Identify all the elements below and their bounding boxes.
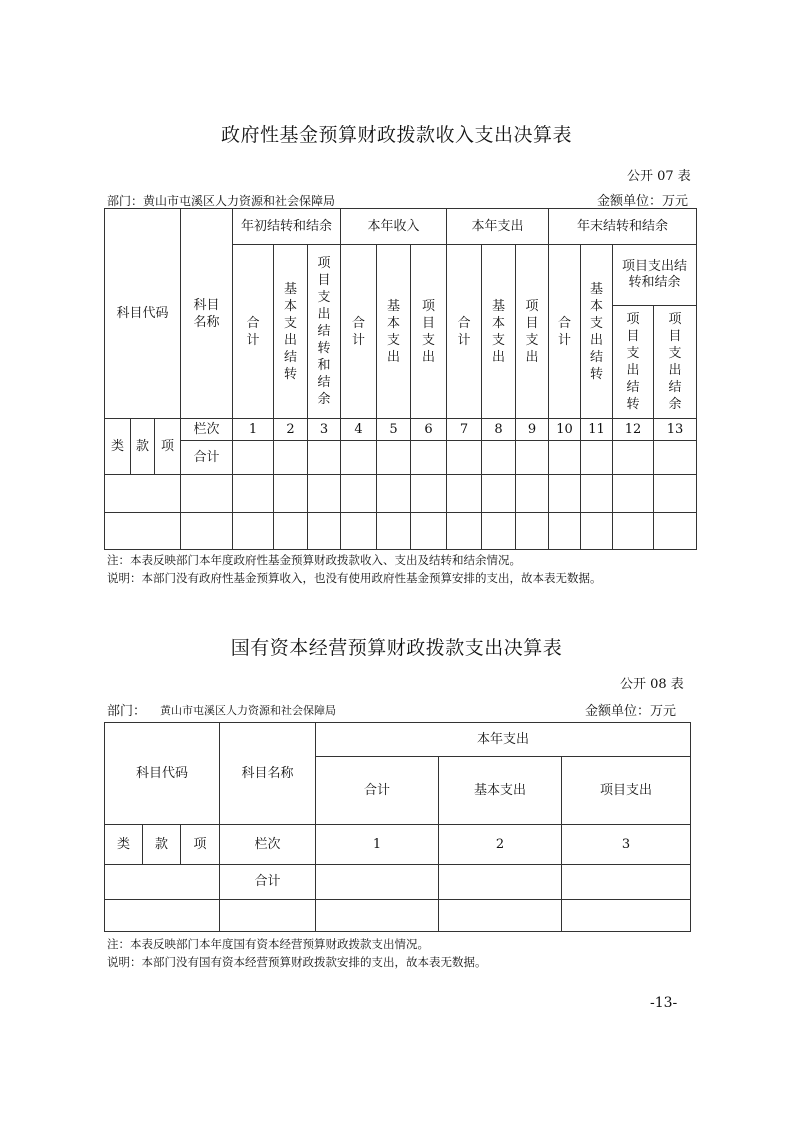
hdr-basic-exp: 基本支出	[439, 757, 562, 825]
table08-title: 国有资本经营预算财政拨款支出决算表	[230, 637, 563, 659]
table08-dept-label: 部门：	[107, 704, 147, 719]
col-num: 3	[308, 419, 341, 441]
table07-note: 注：本表反映部门本年度政府性基金预算财政拨款收入、支出及结转和结余情况。	[107, 553, 521, 567]
table07-unit: 金额单位：万元	[597, 194, 689, 209]
table07-title: 政府性基金预算财政拨款收入支出决算表	[220, 124, 572, 146]
cell	[274, 441, 308, 475]
cell	[447, 441, 482, 475]
col-num: 13	[654, 419, 697, 441]
table07-code: 公开 07 表	[627, 169, 691, 184]
col-num: 3	[562, 825, 691, 865]
table08-code: 公开 08 表	[620, 677, 684, 692]
hdr-xiang: 项	[181, 825, 220, 865]
hdr-subject-code: 科目代码	[105, 209, 181, 419]
table07-explain: 说明：本部门没有政府性基金预算收入，也没有使用政府性基金预算安排的支出，故本表无数据。	[107, 571, 602, 585]
col-num: 2	[439, 825, 562, 865]
table08-note: 注：本表反映部门本年度国有资本经营预算财政拨款支出情况。	[107, 937, 429, 951]
cell	[316, 865, 439, 900]
cell	[613, 441, 654, 475]
table08	[104, 722, 691, 932]
cell	[482, 441, 516, 475]
hdr-end-project-carry-balance: 项目支出结转和结余	[613, 245, 697, 306]
cell	[439, 865, 562, 900]
col-num: 12	[613, 419, 654, 441]
hdr-lei: 类	[105, 419, 131, 475]
cell	[581, 441, 613, 475]
hdr-end-subtotal: 合计	[549, 245, 581, 419]
col-num: 1	[316, 825, 439, 865]
col-num: 11	[581, 419, 613, 441]
hdr-group-expense: 本年支出	[447, 209, 549, 245]
hdr-column-index: 栏次	[220, 825, 316, 865]
row-total-label: 合计	[181, 441, 233, 475]
hdr-expense-subtotal: 合计	[447, 245, 482, 419]
hdr-end-project-carry: 项目支出结转	[613, 306, 654, 419]
col-num: 5	[377, 419, 411, 441]
cell	[654, 441, 697, 475]
table-row	[105, 475, 697, 513]
hdr-subject-name: 科目名称	[181, 209, 233, 419]
hdr-end-basic-carry: 基本支出结转	[581, 245, 613, 419]
cell	[341, 441, 377, 475]
hdr-subject-code: 科目代码	[105, 723, 220, 825]
row-total-label: 合计	[220, 865, 316, 900]
hdr-column-index: 栏次	[181, 419, 233, 441]
hdr-group-end: 年末结转和结余	[549, 209, 697, 245]
table-row	[105, 513, 697, 550]
hdr-end-project-balance: 项目支出结余	[654, 306, 697, 419]
col-num: 2	[274, 419, 308, 441]
hdr-project-exp: 项目支出	[562, 757, 691, 825]
hdr-group-income: 本年收入	[341, 209, 447, 245]
col-num: 7	[447, 419, 482, 441]
cell	[516, 441, 549, 475]
cell	[308, 441, 341, 475]
hdr-lei: 类	[105, 825, 143, 865]
hdr-income-subtotal: 合计	[341, 245, 377, 419]
hdr-expense-basic: 基本支出	[482, 245, 516, 419]
page-number: -13-	[650, 995, 678, 1011]
table08-unit: 金额单位：万元	[585, 704, 677, 719]
hdr-xiang: 项	[155, 419, 181, 475]
col-num: 8	[482, 419, 516, 441]
cell	[377, 441, 411, 475]
hdr-income-basic: 基本支出	[377, 245, 411, 419]
table08-dept-name: 黄山市屯溪区人力资源和社会保障局	[160, 704, 336, 717]
hdr-begin-subtotal: 合计	[233, 245, 274, 419]
hdr-income-project: 项目支出	[411, 245, 447, 419]
hdr-group-expense: 本年支出	[316, 723, 691, 757]
col-num: 9	[516, 419, 549, 441]
table07	[104, 208, 697, 550]
cell	[233, 441, 274, 475]
hdr-kuan: 款	[131, 419, 155, 475]
table07-dept: 部门：黄山市屯溪区人力资源和社会保障局	[107, 194, 336, 208]
hdr-subtotal: 合计	[316, 757, 439, 825]
col-num: 1	[233, 419, 274, 441]
hdr-begin-basic-carry: 基本支出结转	[274, 245, 308, 419]
hdr-begin-project-carry-balance: 项目支出结转和结余	[308, 245, 341, 419]
cell	[562, 865, 691, 900]
table-row	[105, 900, 691, 932]
hdr-subject-name: 科目名称	[220, 723, 316, 825]
hdr-expense-project: 项目支出	[516, 245, 549, 419]
hdr-kuan: 款	[143, 825, 181, 865]
col-num: 10	[549, 419, 581, 441]
cell	[549, 441, 581, 475]
table08-explain: 说明：本部门没有国有资本经营预算财政拨款安排的支出，故本表无数据。	[107, 955, 487, 969]
cell	[105, 865, 220, 900]
cell	[411, 441, 447, 475]
col-num: 4	[341, 419, 377, 441]
hdr-group-begin: 年初结转和结余	[233, 209, 341, 245]
col-num: 6	[411, 419, 447, 441]
